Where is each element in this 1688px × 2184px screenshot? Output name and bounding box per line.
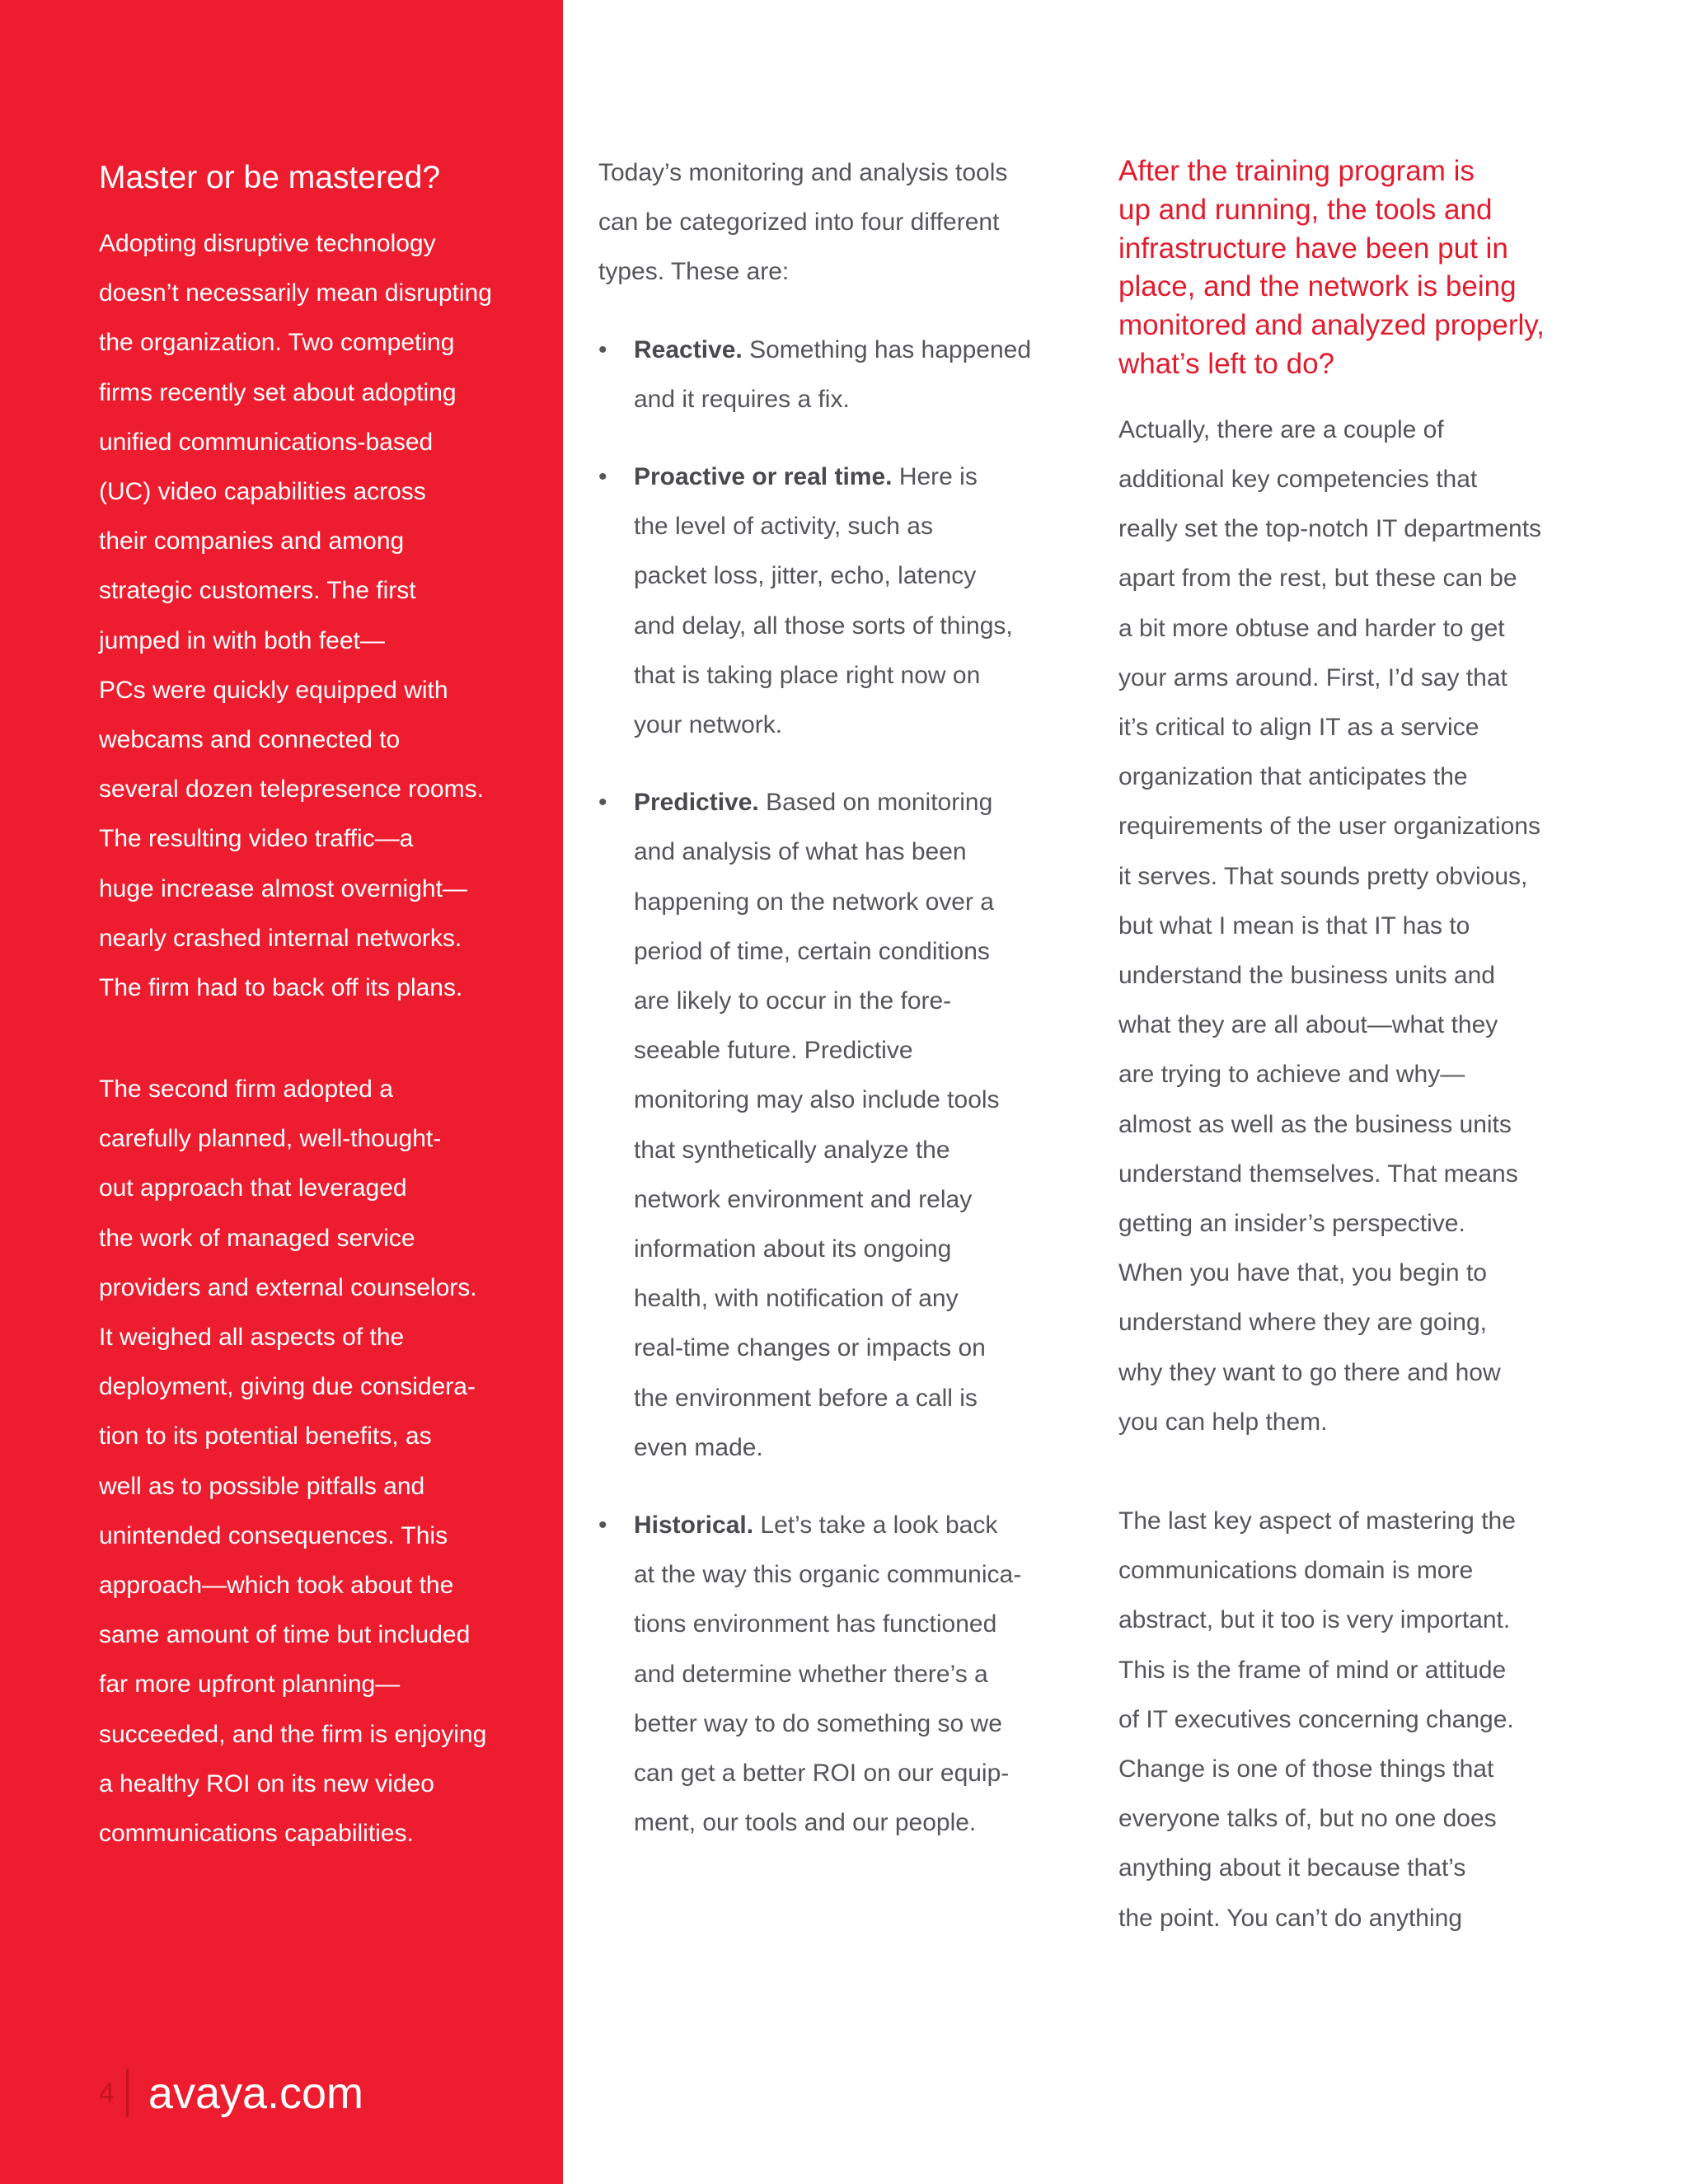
sidebar-heading: Master or be mastered?: [99, 160, 441, 195]
list-item-historical: [598, 1501, 1076, 1848]
bullet-marker: •: [598, 463, 607, 491]
list-item-text: Based on monitoring and analysis of what has been happening on the network over a period of time, certain conditions are likely to occur in the fore- seeable future. Predictive monitoring may also include tools that synthetically analyze the network environment and relay information about its ongoing health, with notification of any real-time changes or impacts on the environment before a call is even made.: [634, 789, 1000, 1461]
list-item-title: Historical.: [634, 1511, 754, 1540]
body-paragraph-1: Actually, there are a couple of additional key competencies that really set the top-notch IT departments apart from the rest, but these can be a bit more obtuse and harder to get your arms around. First, I’d say that it’s critical to align IT as a service organization that anticipates the requirements of the user organizations it serves. That sounds pretty obvious, but what I mean is that IT has to understand the business units and what they are all about—what they are trying to achieve and why— almost as well as the business units understand themselves. That means getting an insider’s perspective. When you have that, you begin to understand where they are going, why they want to go there and how you can help them.: [1118, 415, 1542, 1436]
list-item-predictive: [598, 778, 1076, 1473]
bullet-marker: •: [598, 335, 607, 363]
middle-column: [598, 148, 1076, 1849]
bullet-marker: •: [598, 789, 607, 817]
tool-types-list: [598, 326, 1076, 1849]
body-paragraph-2: The last key aspect of mastering the communications domain is more abstract, but it too is very important. This is the frame of mind or attitude of IT executives concerning change. Change is one of those things that everyone talks of, but no one does anything about it because that’s the point. You can’t do anything: [1118, 1507, 1516, 1932]
intro-paragraph: Today’s monitoring and analysis tools can be categorized into four different types. These are:: [598, 159, 1008, 286]
list-item-text: Something has happened and it requires a fix.: [634, 335, 1032, 413]
list-item-text: Here is the level of activity, such as packet loss, jitter, echo, latency and delay, all those sorts of things, that is taking place right now on your network.: [634, 463, 1013, 739]
list-item-title: Predictive.: [634, 789, 759, 817]
page-number: 4: [99, 2077, 115, 2109]
sidebar-paragraph-1: Adopting disruptive technology doesn’t necessarily mean disrupting the organization. Two competing firms recently set about adopting unified communications-based (UC) video capabilities across their companies and among strategic customers. The first jumped in with both feet— PCs were quickly equipped with webcams and connected to several dozen telepresence rooms. The resulting video traffic—a huge increase almost overnight— nearly crashed internal networks. The firm had to back off its plans.: [99, 230, 492, 1002]
sidebar-panel: [0, 0, 563, 2184]
list-item-reactive: [598, 326, 1076, 424]
right-column: [1118, 152, 1613, 1943]
list-item-title: Reactive.: [634, 335, 743, 363]
site-url[interactable]: avaya.com: [148, 2069, 364, 2118]
list-item-proactive: [598, 452, 1076, 750]
sidebar-paragraph-2: The second firm adopted a carefully planned, well-thought- out approach that leveraged the work of managed service providers and external counselors. It weighed all aspects of the deployment, giving due considera- tion to its potential benefits, as well as to possible pitfalls and unintended consequences. This approach—which took about the same amount of time but included far more upfront planning— succeeded, and the firm is enjoying a healthy ROI on its new video communications capabilities.: [99, 1076, 487, 1848]
footer-divider: [126, 2069, 129, 2117]
list-item-title: Proactive or real time.: [634, 463, 893, 491]
list-item-text: Let’s take a look back at the way this organic communica- tions environment has functioned and determine whether there’s a better way to do something so we can get a better ROI on our equip- ment, our tools and our people.: [634, 1511, 1022, 1837]
callout-question: After the training program is up and running, the tools and infrastructure have been put in place, and the network is being monitored and analyzed properly, what’s left to do?: [1118, 155, 1545, 380]
bullet-marker: •: [598, 1511, 607, 1540]
page-footer: [99, 2064, 363, 2122]
